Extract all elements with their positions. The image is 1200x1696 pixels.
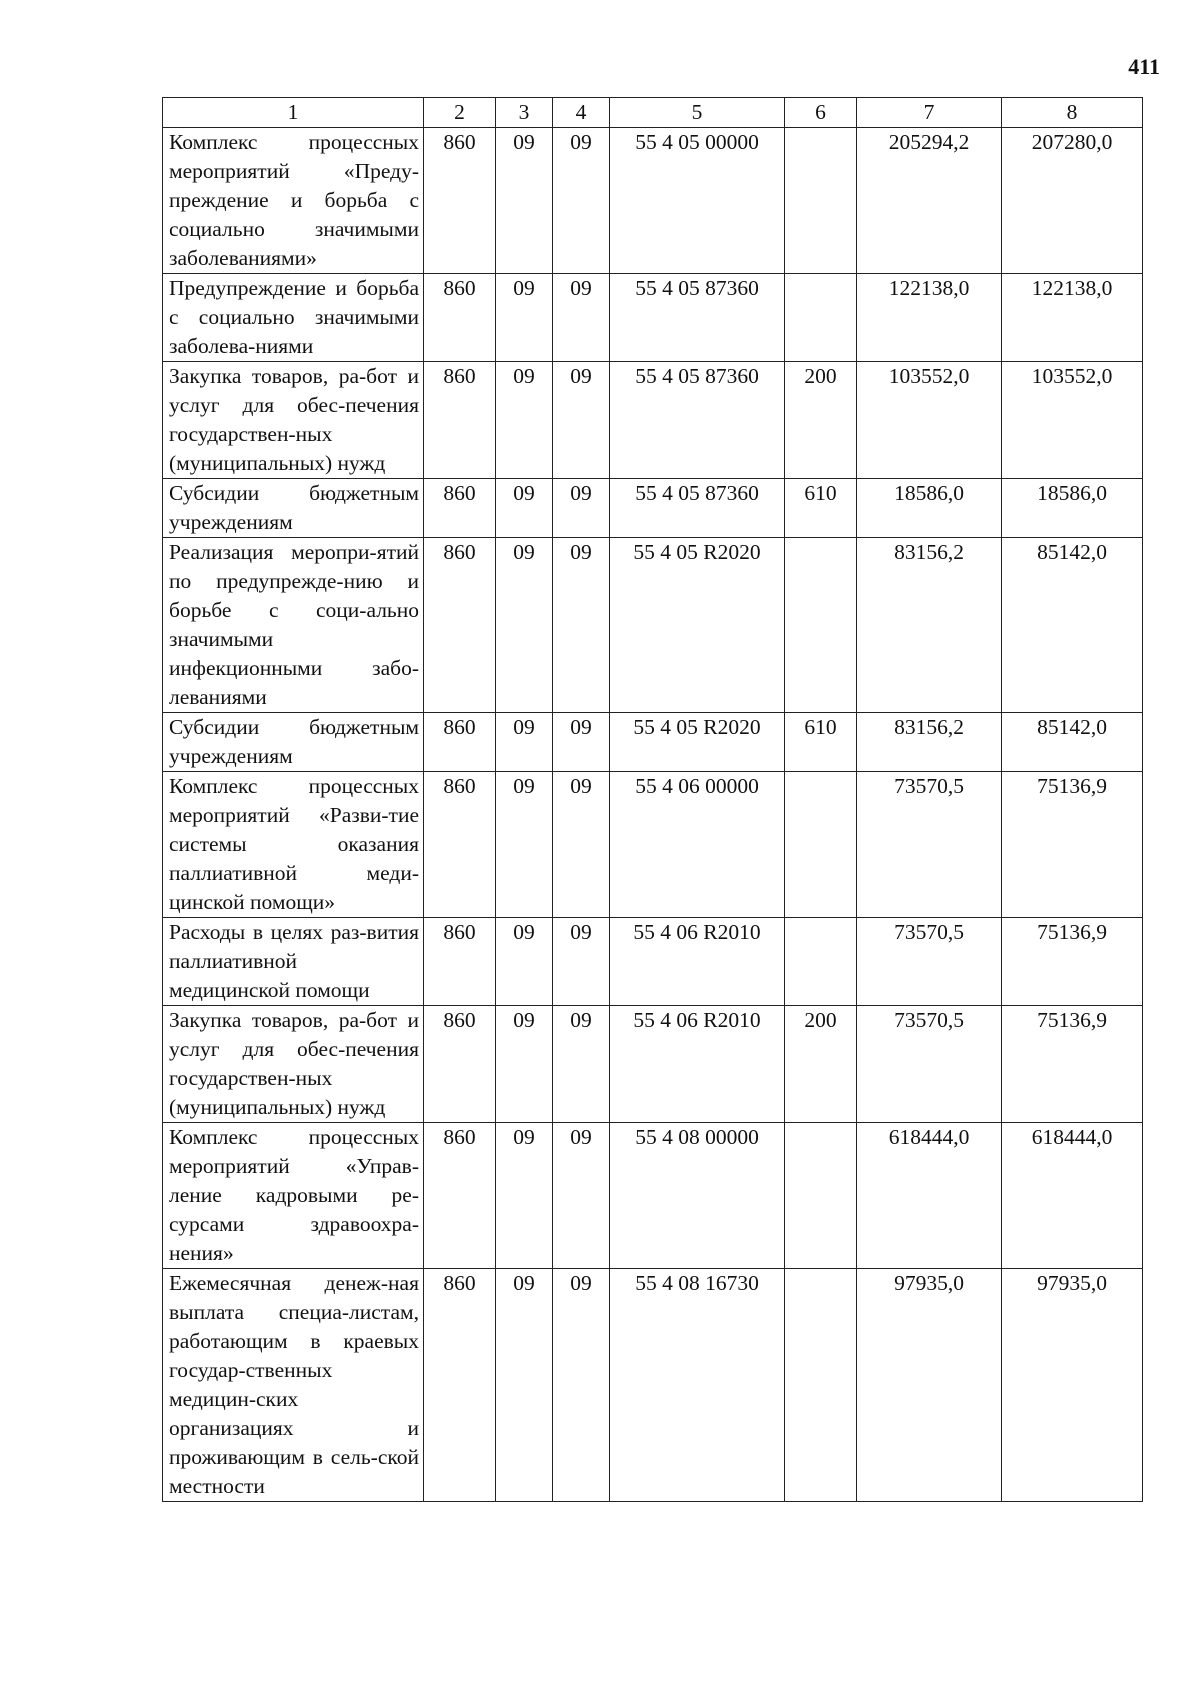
row-name-cell: Ежемесячная денеж-ная выплата специа-листам, работающим в краевых государ-ственных медицин-ских организациях и проживающим в сель-ской местности: [163, 1269, 424, 1502]
column-header: 6: [785, 98, 857, 128]
target-article-cell: 55 4 05 87360: [610, 274, 785, 362]
subsection-code-cell: 09: [553, 274, 610, 362]
column-header: 5: [610, 98, 785, 128]
section-code-cell: 09: [496, 362, 553, 479]
section-code-cell: 09: [496, 274, 553, 362]
amount-year1-cell: 73570,5: [857, 918, 1002, 1006]
subsection-code-cell: 09: [553, 538, 610, 713]
subsection-code-cell: 09: [553, 1123, 610, 1269]
expense-type-cell: [785, 1269, 857, 1502]
amount-year1-cell: 83156,2: [857, 538, 1002, 713]
section-code-cell: 09: [496, 538, 553, 713]
amount-year2-cell: 75136,9: [1002, 918, 1143, 1006]
section-code-cell: 09: [496, 1269, 553, 1502]
amount-year2-cell: 207280,0: [1002, 128, 1143, 274]
target-article-cell: 55 4 05 R2020: [610, 713, 785, 772]
subsection-code-cell: 09: [553, 772, 610, 918]
ministry-code-cell: 860: [424, 918, 496, 1006]
amount-year2-cell: 85142,0: [1002, 538, 1143, 713]
ministry-code-cell: 860: [424, 479, 496, 538]
ministry-code-cell: 860: [424, 1006, 496, 1123]
row-name-cell: Закупка товаров, ра-бот и услуг для обес-печения государствен-ных (муниципальных) нужд: [163, 1006, 424, 1123]
subsection-code-cell: 09: [553, 918, 610, 1006]
amount-year1-cell: 618444,0: [857, 1123, 1002, 1269]
ministry-code-cell: 860: [424, 362, 496, 479]
amount-year1-cell: 103552,0: [857, 362, 1002, 479]
row-name-cell: Комплекс процессных мероприятий «Разви-тие системы оказания паллиативной меди-цинской помощи»: [163, 772, 424, 918]
row-name-cell: Расходы в целях раз-вития паллиативной медицинской помощи: [163, 918, 424, 1006]
budget-table: [162, 97, 1143, 1502]
header-row: [163, 98, 1143, 128]
column-header: 7: [857, 98, 1002, 128]
section-code-cell: 09: [496, 128, 553, 274]
expense-type-cell: [785, 1123, 857, 1269]
amount-year1-cell: 122138,0: [857, 274, 1002, 362]
target-article-cell: 55 4 06 R2010: [610, 1006, 785, 1123]
target-article-cell: 55 4 08 00000: [610, 1123, 785, 1269]
table-row: [163, 1269, 1143, 1502]
table-row: [163, 1006, 1143, 1123]
table-row: [163, 274, 1143, 362]
amount-year1-cell: 73570,5: [857, 772, 1002, 918]
target-article-cell: 55 4 05 R2020: [610, 538, 785, 713]
ministry-code-cell: 860: [424, 713, 496, 772]
table-row: [163, 713, 1143, 772]
target-article-cell: 55 4 05 00000: [610, 128, 785, 274]
section-code-cell: 09: [496, 1123, 553, 1269]
expense-type-cell: 610: [785, 479, 857, 538]
amount-year2-cell: 103552,0: [1002, 362, 1143, 479]
subsection-code-cell: 09: [553, 713, 610, 772]
amount-year2-cell: 75136,9: [1002, 1006, 1143, 1123]
section-code-cell: 09: [496, 479, 553, 538]
column-header: 8: [1002, 98, 1143, 128]
amount-year1-cell: 97935,0: [857, 1269, 1002, 1502]
subsection-code-cell: 09: [553, 1006, 610, 1123]
row-name-cell: Субсидии бюджетным учреждениям: [163, 479, 424, 538]
row-name-cell: Комплекс процессных мероприятий «Преду-преждение и борьба с социально значимыми заболеваниями»: [163, 128, 424, 274]
table-row: [163, 1123, 1143, 1269]
row-name-cell: Предупреждение и борьба с социально значимыми заболева-ниями: [163, 274, 424, 362]
target-article-cell: 55 4 06 R2010: [610, 918, 785, 1006]
expense-type-cell: 200: [785, 1006, 857, 1123]
ministry-code-cell: 860: [424, 1123, 496, 1269]
column-header: 1: [163, 98, 424, 128]
row-name-cell: Закупка товаров, ра-бот и услуг для обес-печения государствен-ных (муниципальных) нужд: [163, 362, 424, 479]
target-article-cell: 55 4 06 00000: [610, 772, 785, 918]
ministry-code-cell: 860: [424, 772, 496, 918]
expense-type-cell: [785, 918, 857, 1006]
table-row: [163, 918, 1143, 1006]
subsection-code-cell: 09: [553, 128, 610, 274]
expense-type-cell: [785, 128, 857, 274]
subsection-code-cell: 09: [553, 1269, 610, 1502]
subsection-code-cell: 09: [553, 479, 610, 538]
amount-year1-cell: 73570,5: [857, 1006, 1002, 1123]
section-code-cell: 09: [496, 713, 553, 772]
expense-type-cell: [785, 772, 857, 918]
table-row: [163, 772, 1143, 918]
table-row: [163, 479, 1143, 538]
expense-type-cell: 610: [785, 713, 857, 772]
expense-type-cell: 200: [785, 362, 857, 479]
section-code-cell: 09: [496, 772, 553, 918]
column-header: 2: [424, 98, 496, 128]
amount-year1-cell: 83156,2: [857, 713, 1002, 772]
amount-year2-cell: 18586,0: [1002, 479, 1143, 538]
target-article-cell: 55 4 05 87360: [610, 362, 785, 479]
amount-year1-cell: 18586,0: [857, 479, 1002, 538]
page-number: 411: [1128, 54, 1160, 79]
expense-type-cell: [785, 538, 857, 713]
subsection-code-cell: 09: [553, 362, 610, 479]
target-article-cell: 55 4 05 87360: [610, 479, 785, 538]
ministry-code-cell: 860: [424, 1269, 496, 1502]
amount-year2-cell: 85142,0: [1002, 713, 1143, 772]
table-body: [163, 128, 1143, 1502]
expense-type-cell: [785, 274, 857, 362]
amount-year1-cell: 205294,2: [857, 128, 1002, 274]
target-article-cell: 55 4 08 16730: [610, 1269, 785, 1502]
section-code-cell: 09: [496, 1006, 553, 1123]
ministry-code-cell: 860: [424, 274, 496, 362]
section-code-cell: 09: [496, 918, 553, 1006]
row-name-cell: Комплекс процессных мероприятий «Управ-ление кадровыми ре-сурсами здравоохра-нения»: [163, 1123, 424, 1269]
amount-year2-cell: 97935,0: [1002, 1269, 1143, 1502]
amount-year2-cell: 618444,0: [1002, 1123, 1143, 1269]
amount-year2-cell: 122138,0: [1002, 274, 1143, 362]
ministry-code-cell: 860: [424, 128, 496, 274]
column-header: 4: [553, 98, 610, 128]
table-row: [163, 538, 1143, 713]
ministry-code-cell: 860: [424, 538, 496, 713]
table-row: [163, 128, 1143, 274]
column-header: 3: [496, 98, 553, 128]
row-name-cell: Субсидии бюджетным учреждениям: [163, 713, 424, 772]
table-row: [163, 362, 1143, 479]
row-name-cell: Реализация меропри-ятий по предупрежде-нию и борьбе с соци-ально значимыми инфекционными забо-леваниями: [163, 538, 424, 713]
amount-year2-cell: 75136,9: [1002, 772, 1143, 918]
